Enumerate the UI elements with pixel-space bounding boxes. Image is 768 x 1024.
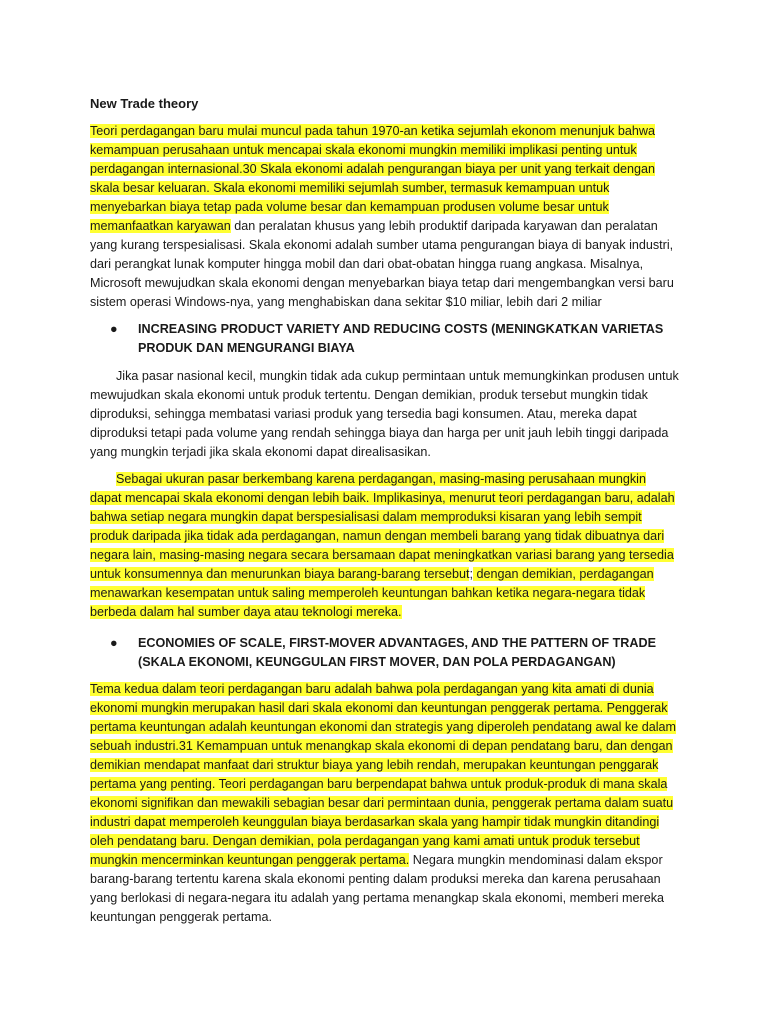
document-title: New Trade theory <box>90 96 199 111</box>
bullet-dot-icon: ● <box>110 322 118 336</box>
highlighted-text: Teori perdagangan baru berpendapat bahwa untuk produk-produk di mana skala ekonomi signifikan dan mewakili sebagian besar dari permintaan dunia, penggerak pertama dalam suatu industri dapat memperoleh keunggulan biaya berdasarkan skala yang hampir tidak mungkin ditandingi oleh pendatang baru. Dengan demikian, pola perdagangan yang kami amati untuk produk tersebut mungkin mencerminkan keuntungan penggerak pertama. <box>90 777 674 867</box>
bullet-heading-economies-of-scale <box>110 634 682 672</box>
bullet-heading-text: ECONOMIES OF SCALE, FIRST-MOVER ADVANTAGES, AND THE PATTERN OF TRADE (SKALA EKONOMI, KEUNGGULAN FIRST MOVER, DAN POLA PERDAGANGAN) <box>138 636 656 669</box>
bullet-dot-icon: ● <box>110 636 118 650</box>
bullet-heading-product-variety <box>110 320 682 358</box>
paragraph-small-market: Jika pasar nasional kecil, mungkin tidak ada cukup permintaan untuk memungkinkan produsen untuk mewujudkan skala ekonomi untuk produk tertentu. Dengan demikian, produk tersebut mungkin tidak diproduksi, sehingga membatasi variasi produk yang tersedia bagi konsumen. Atau, mereka dapat diproduksi tetapi pada volume yang rendah sehingga biaya dan harga per unit jauh lebih tinggi daripada yang mungkin terjadi jika skala ekonomi dapat direalisasikan. <box>90 369 679 459</box>
paragraph-intro <box>90 122 680 312</box>
plain-text: dan peralatan khusus yang lebih produktif daripada karyawan dan peralatan yang kurang terspesialisasi. Skala ekonomi adalah sumber utama pengurangan biaya di banyak industri, dari perangkat lunak komputer hingga mobil dan dari obat-obatan hingga ruang angkasa. Misalnya, Microsoft mewujudkan skala ekonomi dengan menyebarkan biaya tetap dari mengembangkan versi baru sistem operasi Windows-nya, yang menghabiskan dana sekitar $10 miliar, lebih dari 2 miliar <box>90 219 674 309</box>
highlighted-text: dengan demikian, perdagangan menawarkan kesempatan untuk saling memperoleh keuntungan bahkan ketika negara-negara tidak berbeda dalam hal sumber daya atau teknologi mereka. <box>90 567 654 619</box>
highlighted-text: Teori perdagangan baru mulai muncul pada tahun 1970-an ketika sejumlah ekonom menunjuk bahwa kemampuan perusahaan untuk mencapai skala ekonomi mungkin memiliki implikasi penting untuk perdagangan internasional.30 Skala ekonomi adalah pengurangan biaya per unit yang terkait dengan skala besar keluaran. Skala ekonomi memiliki sejumlah sumber, termasuk kemampuan untuk menyebarkan biaya tetap pada volume besar dan kemampuan produsen volume besar untuk memanfaatkan karyawan <box>90 124 656 233</box>
plain-text: Negara mungkin mendominasi dalam ekspor barang-barang tertentu karena skala ekonomi penting dalam produksi mereka dan karena perusahaan yang berlokasi di negara-negara itu adalah yang pertama menangkap skala ekonomi, memberi mereka keuntungan penggerak pertama. <box>90 853 665 924</box>
bullet-heading-text: INCREASING PRODUCT VARIETY AND REDUCING COSTS (MENINGKATKAN VARIETAS PRODUK DAN MENGURANGI BIAYA <box>138 322 664 355</box>
paragraph-first-mover <box>90 680 680 927</box>
paragraph-market-expansion <box>90 470 680 622</box>
plain-text: ; <box>469 567 473 581</box>
highlighted-text: Sebagai ukuran pasar berkembang karena perdagangan, masing-masing perusahaan mungkin dapat mencapai skala ekonomi dengan lebih baik. Implikasinya, menurut teori perdagangan baru, adalah bahwa setiap negara mungkin dapat berspesialisasi dalam memproduksi kisaran yang lebih sempit produk daripada jika tidak ada perdagangan, namun dengan membeli barang yang tidak dibuatnya dari negara lain, masing-masing negara secara bersamaan dapat meningkatkan variasi barang yang tersedia untuk konsumennya dan menurunkan biaya barang-barang tersebut <box>90 472 675 581</box>
highlighted-text: Tema kedua dalam teori perdagangan baru adalah bahwa pola perdagangan yang kita amati di dunia ekonomi mungkin merupakan hasil dari skala ekonomi dan keuntungan penggerak pertama. Penggerak pertama keuntungan adalah keuntungan ekonomi dan strategis yang diperoleh pendatang awal ke dalam sebuah industri.31 Kemampuan untuk menangkap skala ekonomi di depan pendatang baru, dan dengan demikian mendapat manfaat dari struktur biaya yang lebih rendah, merupakan keuntungan penggarak pertama yang penting. <box>90 682 677 791</box>
